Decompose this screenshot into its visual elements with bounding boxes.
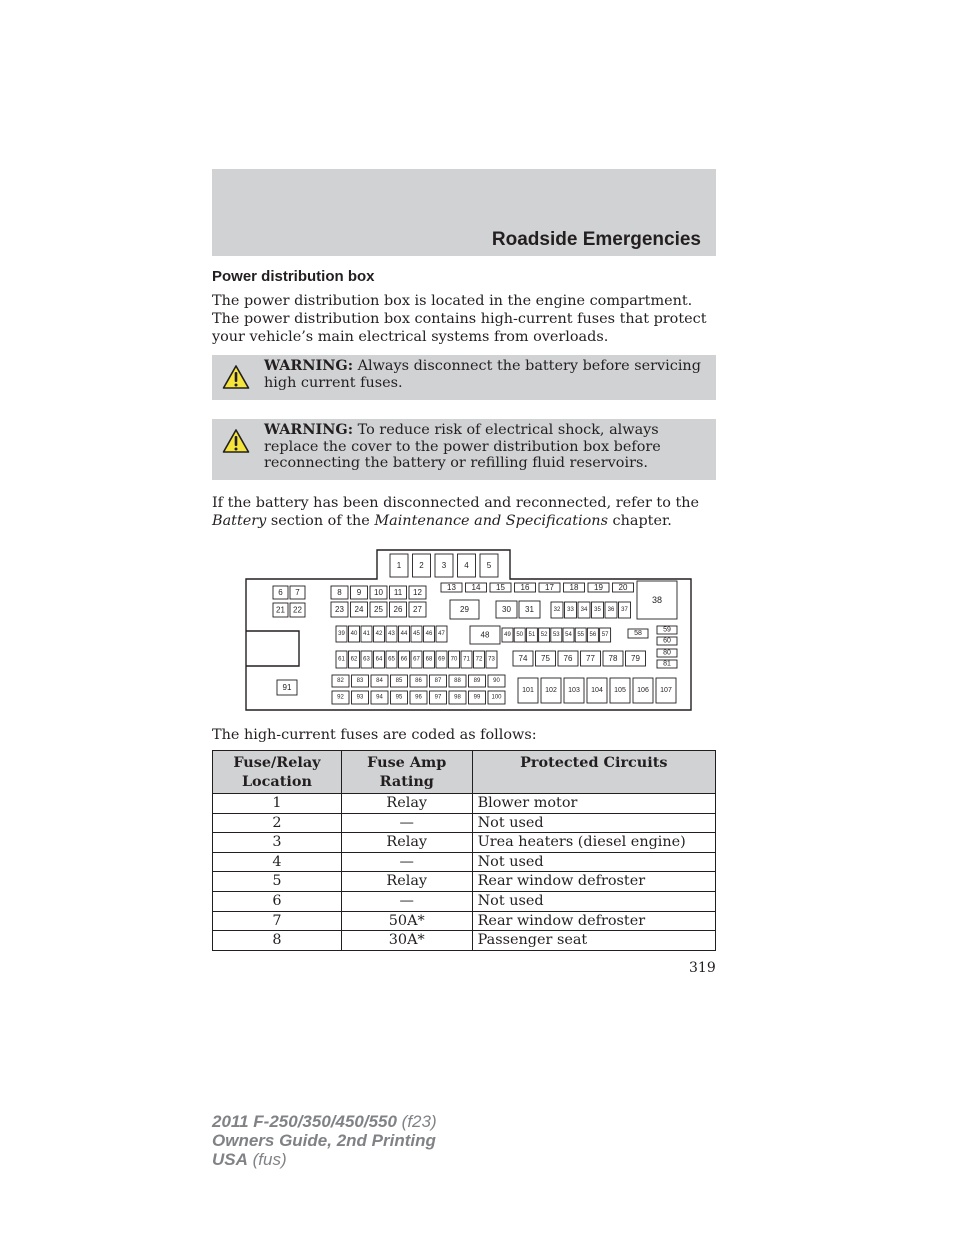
section-header-title: Roadside Emergencies: [491, 229, 701, 250]
footer-market-code: (fus): [247, 1150, 287, 1169]
table-cell: 50A*: [341, 911, 472, 931]
fuse-slot-label: 80: [663, 649, 671, 657]
table-cell: 2: [213, 813, 342, 833]
fuse-slot-label: 12: [413, 588, 422, 597]
fuse-slot-label: 103: [568, 687, 580, 694]
fuse-slot-label: 10: [374, 588, 383, 597]
table-cell: Blower motor: [472, 794, 715, 814]
fuse-slot-label: 45: [413, 631, 420, 637]
section-title: Power distribution box: [212, 268, 375, 285]
table-cell: 8: [213, 931, 342, 951]
fuse-slot-label: 56: [589, 632, 597, 638]
fuse-slot-label: 55: [577, 632, 585, 638]
table-row: [213, 931, 716, 951]
table-cell: 3: [213, 833, 342, 853]
table-row: [213, 911, 716, 931]
table-cell: Not used: [472, 852, 715, 872]
fuse-slot-label: 43: [388, 631, 395, 637]
fuse-slot-label: 29: [460, 605, 469, 614]
table-row: [213, 872, 716, 892]
fuse-slot-label: 18: [569, 583, 579, 592]
footer-market: USA: [212, 1150, 248, 1169]
fuse-slot-label: 72: [475, 656, 483, 663]
fuse-slot-label: 38: [651, 595, 663, 605]
footer-edition: Owners Guide, 2nd Printing: [212, 1131, 436, 1150]
fuse-slot-label: 82: [337, 678, 344, 684]
fuse-slot-label: 68: [425, 656, 433, 663]
warning-label: WARNING:: [264, 357, 354, 374]
fuse-slot-label: 34: [580, 607, 588, 613]
fuse-slot-label: 42: [375, 631, 383, 637]
table-cell: Rear window defroster: [472, 872, 715, 892]
fuse-slot-label: 79: [631, 654, 640, 663]
fuse-slot-label: 22: [293, 605, 302, 615]
fuse-slot-label: 44: [400, 631, 408, 637]
table-cell: —: [341, 891, 472, 911]
intro-paragraph: The power distribution box is located in the engine compartment. The power distribution box contains high-current fuses that protect your vehicle’s main electrical systems from overloads.: [212, 293, 707, 345]
fuse-slot-label: 19: [594, 583, 603, 592]
fuse-slot-label: 92: [337, 694, 344, 701]
fuse-slot-label: 4: [464, 561, 469, 570]
fuse-slot-label: 20: [618, 583, 628, 592]
fuse-slot-label: 106: [637, 687, 649, 694]
fuse-slot-label: 58: [634, 630, 642, 637]
text-run: section of the: [266, 513, 375, 529]
fuse-slot-label: 7: [295, 588, 300, 597]
fuse-slot-label: 11: [393, 588, 403, 597]
fuse-slot-label: 24: [354, 605, 364, 614]
fuse-slot-label: 62: [350, 656, 358, 663]
footer-model: 2011 F-250/350/450/550: [212, 1112, 397, 1131]
fuse-slot-label: 57: [601, 632, 609, 638]
fuse-slot-label: 102: [545, 687, 557, 694]
fuse-slot-label: 95: [395, 694, 403, 701]
column-header: Fuse/Relay Location: [213, 751, 342, 794]
table-cell: —: [341, 813, 472, 833]
table-cell: Relay: [341, 794, 472, 814]
fuse-slot-label: 85: [395, 678, 403, 684]
table-cell: —: [341, 852, 472, 872]
fuse-slot-label: 65: [388, 656, 395, 663]
fuse-slot-label: 59: [663, 626, 671, 634]
fuse-slot-label: 100: [491, 694, 502, 701]
fuse-slot-label: 67: [413, 656, 420, 663]
fuse-slot-label: 69: [438, 656, 445, 663]
fuse-slot-label: 17: [545, 583, 554, 592]
fuse-slot-label: 2: [419, 561, 424, 570]
fuse-slot-label: 21: [276, 605, 285, 615]
fuse-slot-label: 99: [473, 694, 481, 701]
warning-triangle-icon: [222, 364, 250, 390]
table-cell: Not used: [472, 891, 715, 911]
fuse-slot-label: 60: [663, 637, 671, 645]
table-cell: Relay: [341, 833, 472, 853]
fuse-slot-label: 74: [518, 654, 528, 663]
footer: [212, 1112, 437, 1169]
fuse-slot-label: 87: [434, 678, 442, 684]
fuse-slot-label: 88: [454, 678, 461, 684]
table-row: [213, 813, 716, 833]
table-cell: Urea heaters (diesel engine): [472, 833, 715, 853]
fuse-slot-label: 71: [463, 656, 470, 663]
fuse-slot-label: 81: [663, 660, 671, 668]
fuse-slot-label: 77: [586, 654, 595, 663]
table-cell: 5: [213, 872, 342, 892]
fuse-table: [212, 750, 716, 951]
warning-box-1: [212, 355, 716, 400]
fuse-slot-label: 49: [504, 632, 511, 638]
column-header: Fuse Amp Rating: [341, 751, 472, 794]
fuse-slot-label: 61: [338, 656, 345, 663]
table-cell: 4: [213, 852, 342, 872]
fuse-slot-label: 16: [520, 583, 530, 592]
fuse-slot-label: 53: [552, 632, 560, 638]
fuse-slot-label: 54: [565, 632, 572, 638]
fuse-slot-label: 31: [525, 605, 534, 614]
fuse-slot-label: 6: [278, 588, 283, 597]
fuse-slot-label: 75: [541, 654, 550, 663]
fuse-slot-label: 89: [473, 678, 481, 684]
fuse-slot-label: 66: [400, 656, 408, 663]
fuse-slot-label: 23: [335, 605, 344, 614]
fuse-slot-label: 46: [425, 631, 433, 637]
fuse-slot-label: 15: [496, 583, 505, 592]
fuse-slot-label: 78: [608, 654, 618, 663]
fuse-slot-label: 84: [376, 678, 383, 684]
battery-reference-paragraph: [212, 494, 716, 530]
fuse-slot-label: 73: [488, 656, 495, 663]
table-cell: Relay: [341, 872, 472, 892]
page-number: 319: [689, 960, 716, 976]
fuse-slot-label: 35: [594, 607, 601, 613]
fuse-slot-label: 41: [363, 631, 370, 637]
fuse-slot-label: 91: [282, 683, 292, 692]
table-cell: 7: [213, 911, 342, 931]
fuse-slot-label: 13: [447, 583, 456, 592]
fuse-slot-label: 94: [376, 694, 383, 701]
fuse-slot-label: 3: [441, 561, 447, 570]
table-row: [213, 794, 716, 814]
fuse-slot-label: 1: [396, 561, 402, 570]
fuse-slot-label: 9: [356, 588, 362, 597]
fuse-box-diagram: [244, 548, 694, 714]
fuse-slot-label: 64: [375, 656, 383, 663]
fuse-slot-label: 107: [660, 687, 672, 694]
warning-text: Always disconnect the battery before servicing high current fuses.: [264, 358, 701, 391]
fuse-slot-label: 14: [471, 583, 481, 592]
table-cell: Not used: [472, 813, 715, 833]
fuse-slot-label: 25: [374, 605, 383, 614]
table-cell: Passenger seat: [472, 931, 715, 951]
fuse-slot-label: 5: [486, 561, 492, 570]
table-cell: Rear window defroster: [472, 911, 715, 931]
fuse-slot-label: 40: [350, 631, 358, 637]
table-cell: 30A*: [341, 931, 472, 951]
fuse-slot-label: 50: [516, 632, 524, 638]
fuse-slot-label: 51: [528, 632, 536, 638]
fuse-slot-label: 63: [363, 656, 370, 663]
italic-ref-chapter: Maintenance and Specifications: [374, 513, 608, 529]
table-row: [213, 852, 716, 872]
fuse-slot-label: 8: [337, 588, 342, 597]
fuse-slot-label: 39: [338, 631, 345, 637]
warning-box-2: [212, 419, 716, 480]
fuse-slot-label: 27: [413, 605, 422, 614]
fuse-slot-label: 47: [438, 631, 445, 637]
warning-label: WARNING:: [264, 421, 354, 438]
fuse-slot-label: 86: [415, 678, 422, 684]
fuse-slot-label: 48: [480, 630, 490, 640]
table-row: [213, 833, 716, 853]
text-run: If the battery has been disconnected and reconnected, refer to the: [212, 495, 700, 511]
fuse-slot-label: 37: [621, 607, 628, 613]
text-run: chapter.: [607, 513, 672, 529]
warning-triangle-icon: [222, 428, 250, 454]
table-intro: The high-current fuses are coded as follows:: [212, 727, 537, 743]
table-row: [213, 891, 716, 911]
fuse-slot-label: 98: [454, 694, 461, 701]
header-band: [212, 169, 716, 256]
fuse-slot-label: 90: [493, 678, 500, 684]
table-cell: 1: [213, 794, 342, 814]
fuse-slot-label: 93: [356, 694, 364, 701]
italic-ref-battery: Battery: [212, 513, 267, 529]
fuse-slot-label: 30: [502, 605, 511, 614]
fuse-slot-label: 97: [434, 694, 442, 701]
warning-text: To reduce risk of electrical shock, always replace the cover to the power distribution box before reconnecting the battery or refilling fluid reservoirs.: [264, 422, 661, 471]
fuse-slot-label: 76: [563, 654, 573, 663]
fuse-slot-label: 96: [415, 694, 422, 701]
fuse-slot-label: 33: [567, 607, 574, 613]
fuse-slot-label: 101: [522, 687, 534, 694]
fuse-slot-label: 32: [553, 607, 561, 613]
footer-model-code: (f23): [396, 1112, 437, 1131]
fuse-slot-label: 36: [607, 607, 615, 613]
column-header: Protected Circuits: [472, 751, 715, 794]
fuse-slot-label: 105: [614, 687, 626, 694]
fuse-slot-label: 83: [356, 678, 364, 684]
fuse-slot-label: 70: [450, 656, 458, 663]
fuse-slot-label: 52: [540, 632, 548, 638]
table-cell: 6: [213, 891, 342, 911]
fuse-slot-label: 26: [393, 605, 403, 614]
fuse-slot-label: 104: [591, 687, 603, 694]
